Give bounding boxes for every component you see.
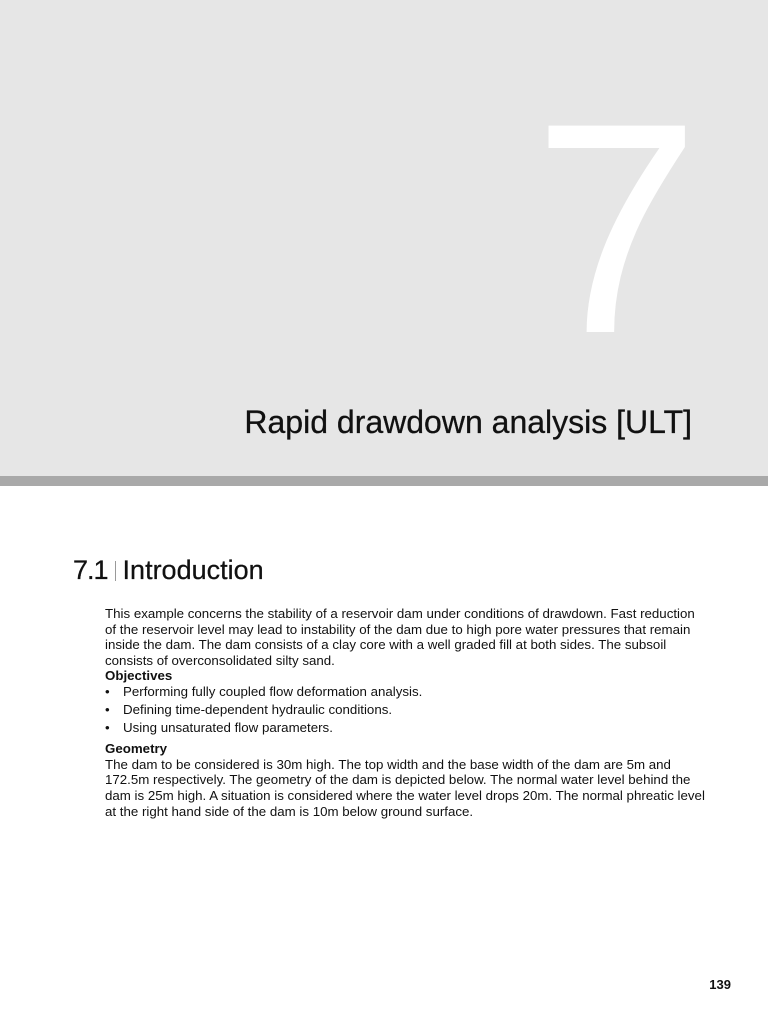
objectives-list	[105, 684, 705, 735]
chapter-title: Rapid drawdown analysis [ULT]	[244, 404, 692, 440]
chapter-number: 7	[533, 60, 696, 396]
geometry-paragraph: The dam to be considered is 30m high. The top width and the base width of the dam are 5m and 172.5m respectively. The geometry of the dam is depicted below. The normal water level behind the dam is 25m high. A situation is considered where the water level drops 20m. The normal phreatic level at the right hand side of the dam is 10m below ground surface.	[105, 756, 705, 819]
list-item	[105, 684, 705, 700]
list-item	[105, 702, 705, 718]
chapter-banner	[0, 0, 768, 476]
bullet-icon: •	[105, 719, 110, 735]
list-item	[105, 720, 705, 736]
bullet-icon: •	[105, 701, 110, 717]
section-separator	[115, 561, 116, 581]
objectives-heading: Objectives	[105, 668, 173, 684]
geometry-heading: Geometry	[105, 741, 168, 757]
section-content	[105, 606, 705, 819]
section-title: Introduction	[122, 555, 264, 585]
banner-divider	[0, 476, 768, 486]
section-number: 7.1	[73, 555, 108, 585]
intro-paragraph: This example concerns the stability of a reservoir dam under conditions of drawdown. Fast reduction of the reservoir level may lead to instability of the dam due to high pore water pressures that remain inside the dam. The dam consists of a clay core with a well graded fill at both sides. The subsoil consists of overconsolidated silty sand.	[105, 606, 695, 668]
page-number: 139	[709, 977, 731, 992]
list-item-text: Performing fully coupled flow deformation analysis.	[123, 683, 423, 699]
list-item-text: Using unsaturated flow parameters.	[123, 719, 333, 735]
list-item-text: Defining time-dependent hydraulic conditions.	[123, 701, 393, 717]
section-heading	[73, 552, 264, 588]
bullet-icon: •	[105, 683, 110, 699]
